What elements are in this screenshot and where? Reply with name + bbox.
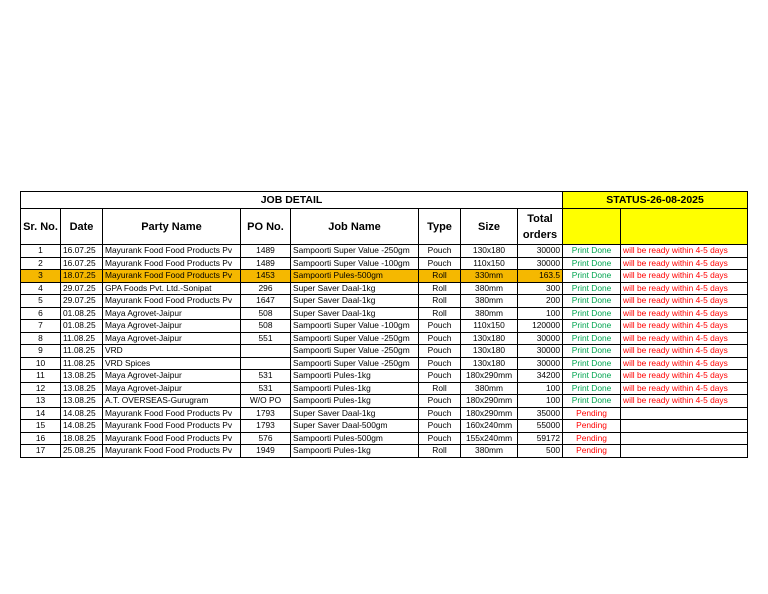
cell-size: 380mm [461, 282, 518, 295]
cell-party-name: Mayurank Food Food Products Pv [103, 270, 241, 283]
cell-total-orders: 200 [518, 295, 563, 308]
cell-total-orders: 35000 [518, 407, 563, 420]
cell-total-orders: 59172 [518, 432, 563, 445]
table-row [21, 320, 748, 333]
cell-job-name: Sampoorti Pules-1kg [291, 395, 419, 408]
cell-size: 160x240mm [461, 420, 518, 433]
cell-size: 130x180 [461, 332, 518, 345]
cell-sr-no: 6 [21, 307, 61, 320]
cell-type: Pouch [419, 245, 461, 258]
cell-party-name: VRD Spices [103, 357, 241, 370]
cell-job-name: Sampoorti Pules-1kg [291, 382, 419, 395]
cell-note: will be ready within 4-5 days [621, 257, 748, 270]
cell-party-name: VRD [103, 345, 241, 358]
cell-type: Pouch [419, 332, 461, 345]
cell-po-no: 1793 [241, 407, 291, 420]
header-party-name: Party Name [103, 209, 241, 245]
cell-size: 155x240mm [461, 432, 518, 445]
cell-job-name: Super Saver Daal-1kg [291, 282, 419, 295]
cell-note [621, 432, 748, 445]
cell-party-name: Mayurank Food Food Products Pv [103, 420, 241, 433]
cell-sr-no: 9 [21, 345, 61, 358]
cell-date: 14.08.25 [61, 420, 103, 433]
table-row [21, 307, 748, 320]
table-row [21, 395, 748, 408]
cell-status: Print Done [563, 270, 621, 283]
cell-job-name: Sampoorti Super Value -100gm [291, 257, 419, 270]
cell-size: 110x150 [461, 320, 518, 333]
header-total-line2: orders [522, 228, 558, 241]
cell-status: Pending [563, 407, 621, 420]
cell-po-no: 508 [241, 307, 291, 320]
cell-party-name: GPA Foods Pvt. Ltd.-Sonipat [103, 282, 241, 295]
header-sr-no: Sr. No. [21, 209, 61, 245]
cell-note: will be ready within 4-5 days [621, 357, 748, 370]
cell-status: Print Done [563, 345, 621, 358]
cell-note: will be ready within 4-5 days [621, 307, 748, 320]
cell-date: 11.08.25 [61, 332, 103, 345]
cell-total-orders: 30000 [518, 245, 563, 258]
cell-po-no: 1949 [241, 445, 291, 458]
cell-job-name: Super Saver Daal-1kg [291, 407, 419, 420]
cell-sr-no: 4 [21, 282, 61, 295]
cell-note: will be ready within 4-5 days [621, 270, 748, 283]
table-row [21, 257, 748, 270]
cell-status: Print Done [563, 395, 621, 408]
table-row [21, 432, 748, 445]
status-date-title: STATUS-26-08-2025 [563, 192, 748, 209]
cell-type: Pouch [419, 370, 461, 383]
cell-date: 01.08.25 [61, 320, 103, 333]
cell-date: 01.08.25 [61, 307, 103, 320]
header-total-line1: Total [527, 212, 553, 225]
cell-job-name: Sampoorti Super Value -250gm [291, 245, 419, 258]
cell-size: 180x290mm [461, 370, 518, 383]
cell-total-orders: 30000 [518, 345, 563, 358]
header-po-no: PO No. [241, 209, 291, 245]
cell-size: 380mm [461, 295, 518, 308]
cell-note: will be ready within 4-5 days [621, 320, 748, 333]
cell-total-orders: 30000 [518, 357, 563, 370]
cell-po-no [241, 345, 291, 358]
cell-status: Print Done [563, 257, 621, 270]
cell-sr-no: 17 [21, 445, 61, 458]
cell-status: Print Done [563, 307, 621, 320]
cell-party-name: Mayurank Food Food Products Pv [103, 407, 241, 420]
cell-total-orders: 100 [518, 307, 563, 320]
cell-type: Roll [419, 445, 461, 458]
cell-sr-no: 14 [21, 407, 61, 420]
job-detail-table [20, 191, 748, 458]
cell-job-name: Super Saver Daal-500gm [291, 420, 419, 433]
cell-type: Roll [419, 307, 461, 320]
cell-type: Pouch [419, 320, 461, 333]
cell-po-no [241, 357, 291, 370]
cell-sr-no: 8 [21, 332, 61, 345]
cell-po-no: 576 [241, 432, 291, 445]
cell-total-orders: 30000 [518, 332, 563, 345]
cell-job-name: Sampoorti Super Value -100gm [291, 320, 419, 333]
cell-note [621, 420, 748, 433]
cell-status: Print Done [563, 382, 621, 395]
cell-po-no: 296 [241, 282, 291, 295]
cell-party-name: Maya Agrovet-Jaipur [103, 370, 241, 383]
cell-po-no: W/O PO [241, 395, 291, 408]
job-detail-title: JOB DETAIL [21, 192, 563, 209]
table-row [21, 407, 748, 420]
cell-note: will be ready within 4-5 days [621, 382, 748, 395]
cell-note: will be ready within 4-5 days [621, 345, 748, 358]
header-job-name: Job Name [291, 209, 419, 245]
table-row [21, 370, 748, 383]
cell-type: Pouch [419, 432, 461, 445]
cell-note: will be ready within 4-5 days [621, 282, 748, 295]
cell-status: Print Done [563, 295, 621, 308]
cell-total-orders: 120000 [518, 320, 563, 333]
cell-size: 380mm [461, 382, 518, 395]
cell-party-name: Maya Agrovet-Jaipur [103, 320, 241, 333]
table-row [21, 282, 748, 295]
cell-po-no: 531 [241, 382, 291, 395]
cell-date: 25.08.25 [61, 445, 103, 458]
cell-po-no: 1489 [241, 245, 291, 258]
cell-job-name: Sampoorti Super Value -250gm [291, 357, 419, 370]
cell-sr-no: 11 [21, 370, 61, 383]
header-size: Size [461, 209, 518, 245]
cell-status: Pending [563, 445, 621, 458]
cell-size: 180x290mm [461, 395, 518, 408]
cell-party-name: Mayurank Food Food Products Pv [103, 295, 241, 308]
cell-type: Pouch [419, 257, 461, 270]
cell-party-name: Mayurank Food Food Products Pv [103, 257, 241, 270]
cell-job-name: Sampoorti Pules-500gm [291, 432, 419, 445]
cell-note: will be ready within 4-5 days [621, 295, 748, 308]
cell-size: 380mm [461, 307, 518, 320]
header-type: Type [419, 209, 461, 245]
cell-po-no: 508 [241, 320, 291, 333]
cell-sr-no: 13 [21, 395, 61, 408]
cell-sr-no: 15 [21, 420, 61, 433]
cell-note: will be ready within 4-5 days [621, 332, 748, 345]
cell-date: 14.08.25 [61, 407, 103, 420]
cell-total-orders: 55000 [518, 420, 563, 433]
cell-note: will be ready within 4-5 days [621, 245, 748, 258]
cell-party-name: Maya Agrovet-Jaipur [103, 332, 241, 345]
cell-sr-no: 3 [21, 270, 61, 283]
cell-po-no: 551 [241, 332, 291, 345]
cell-sr-no: 5 [21, 295, 61, 308]
cell-total-orders: 100 [518, 395, 563, 408]
cell-total-orders: 300 [518, 282, 563, 295]
cell-note: will be ready within 4-5 days [621, 370, 748, 383]
cell-type: Roll [419, 270, 461, 283]
cell-po-no: 1453 [241, 270, 291, 283]
cell-note [621, 407, 748, 420]
cell-total-orders: 34200 [518, 370, 563, 383]
cell-type: Pouch [419, 420, 461, 433]
cell-date: 11.08.25 [61, 357, 103, 370]
cell-party-name: Mayurank Food Food Products Pv [103, 445, 241, 458]
cell-sr-no: 16 [21, 432, 61, 445]
cell-status: Print Done [563, 282, 621, 295]
cell-size: 330mm [461, 270, 518, 283]
cell-job-name: Sampoorti Pules-1kg [291, 445, 419, 458]
cell-date: 16.07.25 [61, 257, 103, 270]
cell-po-no: 1793 [241, 420, 291, 433]
cell-status: Pending [563, 420, 621, 433]
cell-date: 18.07.25 [61, 270, 103, 283]
cell-status: Print Done [563, 320, 621, 333]
cell-party-name: Mayurank Food Food Products Pv [103, 432, 241, 445]
cell-date: 13.08.25 [61, 370, 103, 383]
cell-total-orders: 163.5 [518, 270, 563, 283]
cell-party-name: A.T. OVERSEAS-Gurugram [103, 395, 241, 408]
table-row [21, 357, 748, 370]
cell-job-name: Sampoorti Super Value -250gm [291, 332, 419, 345]
cell-sr-no: 12 [21, 382, 61, 395]
cell-status: Print Done [563, 245, 621, 258]
cell-type: Roll [419, 295, 461, 308]
table-row [21, 295, 748, 308]
table-row [21, 445, 748, 458]
cell-note [621, 445, 748, 458]
header-note-blank [621, 209, 748, 245]
cell-size: 380mm [461, 445, 518, 458]
table-row [21, 332, 748, 345]
cell-size: 180x290mm [461, 407, 518, 420]
cell-size: 130x180 [461, 345, 518, 358]
cell-date: 13.08.25 [61, 382, 103, 395]
table-row [21, 245, 748, 258]
cell-date: 16.07.25 [61, 245, 103, 258]
cell-total-orders: 500 [518, 445, 563, 458]
cell-status: Print Done [563, 332, 621, 345]
table-row [21, 382, 748, 395]
table-row [21, 420, 748, 433]
cell-po-no: 531 [241, 370, 291, 383]
cell-job-name: Super Saver Daal-1kg [291, 307, 419, 320]
cell-type: Roll [419, 382, 461, 395]
job-rows [21, 245, 748, 458]
cell-note: will be ready within 4-5 days [621, 395, 748, 408]
cell-job-name: Sampoorti Super Value -250gm [291, 345, 419, 358]
cell-date: 11.08.25 [61, 345, 103, 358]
table-row [21, 270, 748, 283]
cell-status: Print Done [563, 370, 621, 383]
cell-party-name: Maya Agrovet-Jaipur [103, 382, 241, 395]
cell-sr-no: 10 [21, 357, 61, 370]
cell-type: Pouch [419, 407, 461, 420]
table-row [21, 345, 748, 358]
cell-type: Pouch [419, 357, 461, 370]
cell-sr-no: 7 [21, 320, 61, 333]
cell-date: 13.08.25 [61, 395, 103, 408]
cell-party-name: Mayurank Food Food Products Pv [103, 245, 241, 258]
cell-job-name: Sampoorti Pules-1kg [291, 370, 419, 383]
cell-sr-no: 1 [21, 245, 61, 258]
cell-status: Print Done [563, 357, 621, 370]
cell-size: 110x150 [461, 257, 518, 270]
cell-job-name: Sampoorti Pules-500gm [291, 270, 419, 283]
cell-po-no: 1489 [241, 257, 291, 270]
cell-total-orders: 30000 [518, 257, 563, 270]
cell-job-name: Super Saver Daal-1kg [291, 295, 419, 308]
cell-po-no: 1647 [241, 295, 291, 308]
cell-sr-no: 2 [21, 257, 61, 270]
cell-date: 29.07.25 [61, 295, 103, 308]
header-date: Date [61, 209, 103, 245]
cell-type: Pouch [419, 395, 461, 408]
cell-party-name: Maya Agrovet-Jaipur [103, 307, 241, 320]
cell-date: 29.07.25 [61, 282, 103, 295]
cell-size: 130x180 [461, 357, 518, 370]
cell-date: 18.08.25 [61, 432, 103, 445]
cell-total-orders: 100 [518, 382, 563, 395]
cell-status: Pending [563, 432, 621, 445]
header-status-blank [563, 209, 621, 245]
cell-type: Roll [419, 282, 461, 295]
cell-size: 130x180 [461, 245, 518, 258]
header-total-orders [518, 209, 563, 245]
cell-type: Pouch [419, 345, 461, 358]
